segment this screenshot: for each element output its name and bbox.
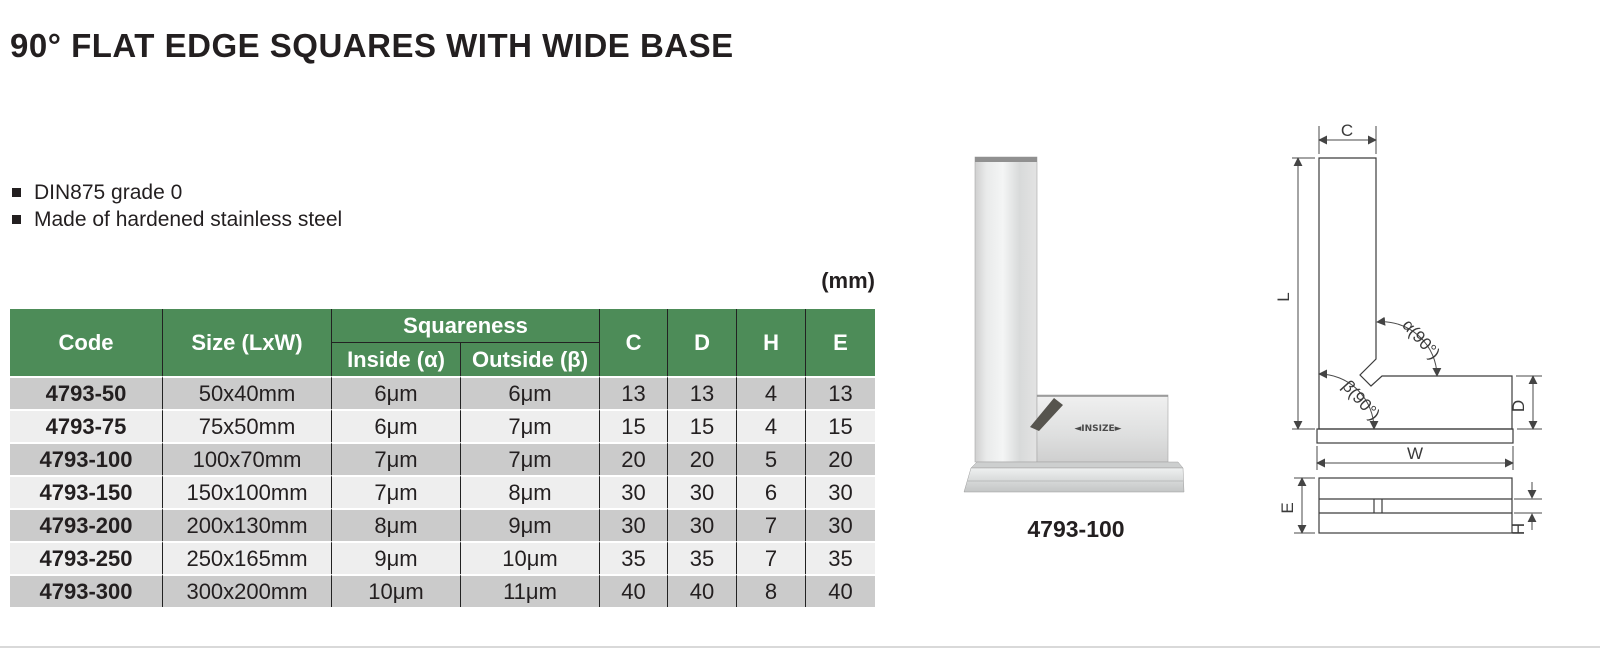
- square-arm-shape: [1030, 395, 1168, 462]
- cell-code: 4793-300: [10, 574, 163, 607]
- cell-e: 15: [806, 409, 875, 442]
- cell-inside: 10μm: [332, 574, 461, 607]
- cell-e: 20: [806, 442, 875, 475]
- cell-c: 30: [600, 475, 668, 508]
- blade-top-edge: [975, 157, 1037, 162]
- cell-size: 50x40mm: [163, 376, 332, 409]
- cell-d: 40: [668, 574, 737, 607]
- cell-outside: 10μm: [461, 541, 600, 574]
- cell-size: 75x50mm: [163, 409, 332, 442]
- front-view-outline: [1317, 158, 1513, 443]
- dim-label-l: L: [1274, 292, 1293, 302]
- cell-outside: 11μm: [461, 574, 600, 607]
- cell-e: 30: [806, 475, 875, 508]
- col-header-d: D: [668, 309, 737, 376]
- technical-drawing: [1240, 110, 1560, 550]
- cell-c: 30: [600, 508, 668, 541]
- bullet-text: Made of hardened stainless steel: [34, 208, 343, 231]
- cell-c: 40: [600, 574, 668, 607]
- dim-label-d: D: [1509, 399, 1528, 413]
- col-header-outside: Outside (β): [461, 343, 600, 376]
- cell-outside: 6μm: [461, 376, 600, 409]
- table-row: [10, 508, 875, 541]
- cell-h: 5: [737, 442, 806, 475]
- cell-code: 4793-200: [10, 508, 163, 541]
- cell-e: 13: [806, 376, 875, 409]
- spec-table: [10, 309, 875, 607]
- col-header-size: Size (LxW): [163, 309, 332, 376]
- cell-outside: 7μm: [461, 442, 600, 475]
- dim-label-h: H: [1509, 522, 1528, 536]
- table-row: [10, 574, 875, 607]
- cell-size: 100x70mm: [163, 442, 332, 475]
- product-photo: [940, 140, 1200, 550]
- cell-code: 4793-100: [10, 442, 163, 475]
- cell-h: 4: [737, 409, 806, 442]
- cell-code: 4793-250: [10, 541, 163, 574]
- cell-h: 7: [737, 541, 806, 574]
- dim-label-e: E: [1278, 502, 1297, 514]
- cell-inside: 6μm: [332, 409, 461, 442]
- cell-h: 4: [737, 376, 806, 409]
- dim-label-w: W: [1406, 444, 1424, 463]
- dim-label-beta: β(90°): [1338, 376, 1384, 425]
- cell-outside: 7μm: [461, 409, 600, 442]
- square-blade-shape: [975, 157, 1037, 462]
- col-header-e: E: [806, 309, 875, 376]
- cell-size: 250x165mm: [163, 541, 332, 574]
- cell-outside: 9μm: [461, 508, 600, 541]
- dim-label-c: C: [1340, 121, 1354, 140]
- cell-e: 35: [806, 541, 875, 574]
- cell-h: 6: [737, 475, 806, 508]
- feature-bullet-item: [12, 207, 342, 234]
- table-row: [10, 442, 875, 475]
- col-header-code: Code: [10, 309, 163, 376]
- insize-logo: ◄INSIZE►: [1074, 424, 1122, 434]
- col-header-h: H: [737, 309, 806, 376]
- dimension-lines: [1292, 126, 1542, 470]
- cell-d: 15: [668, 409, 737, 442]
- cell-inside: 7μm: [332, 475, 461, 508]
- cell-outside: 8μm: [461, 475, 600, 508]
- cell-c: 35: [600, 541, 668, 574]
- cell-c: 13: [600, 376, 668, 409]
- product-caption: 4793-100: [1027, 516, 1125, 542]
- col-header-inside: Inside (α): [332, 343, 461, 376]
- table-row: [10, 541, 875, 574]
- bullet-square-icon: [12, 215, 21, 224]
- cell-d: 20: [668, 442, 737, 475]
- square-base-shape: [964, 462, 1184, 492]
- cell-d: 30: [668, 475, 737, 508]
- cell-code: 4793-150: [10, 475, 163, 508]
- cell-h: 8: [737, 574, 806, 607]
- cell-size: 150x100mm: [163, 475, 332, 508]
- cell-code: 4793-75: [10, 409, 163, 442]
- table-row: [10, 376, 875, 409]
- dim-label-alpha: α(90°): [1398, 315, 1444, 364]
- cell-c: 20: [600, 442, 668, 475]
- cell-size: 300x200mm: [163, 574, 332, 607]
- dimension-lines-bottom: [1294, 478, 1542, 536]
- cell-inside: 8μm: [332, 508, 461, 541]
- feature-bullet-item: [12, 180, 342, 207]
- feature-bullet-list: [12, 180, 342, 234]
- cell-inside: 7μm: [332, 442, 461, 475]
- page-title: 90° FLAT EDGE SQUARES WITH WIDE BASE: [10, 27, 734, 64]
- cell-c: 15: [600, 409, 668, 442]
- cell-inside: 9μm: [332, 541, 461, 574]
- table-row: [10, 475, 875, 508]
- cell-e: 40: [806, 574, 875, 607]
- page-bottom-divider: [0, 646, 1600, 648]
- cell-d: 35: [668, 541, 737, 574]
- spec-table-header: [10, 309, 875, 376]
- col-header-squareness: Squareness: [332, 309, 600, 343]
- cell-inside: 6μm: [332, 376, 461, 409]
- bullet-text: DIN875 grade 0: [34, 181, 183, 204]
- unit-label: (mm): [821, 268, 875, 293]
- cell-e: 30: [806, 508, 875, 541]
- table-row: [10, 409, 875, 442]
- cell-h: 7: [737, 508, 806, 541]
- cell-d: 13: [668, 376, 737, 409]
- bottom-view-outline: [1319, 478, 1512, 533]
- cell-code: 4793-50: [10, 376, 163, 409]
- col-header-c: C: [600, 309, 668, 376]
- cell-size: 200x130mm: [163, 508, 332, 541]
- cell-d: 30: [668, 508, 737, 541]
- bullet-square-icon: [12, 188, 21, 197]
